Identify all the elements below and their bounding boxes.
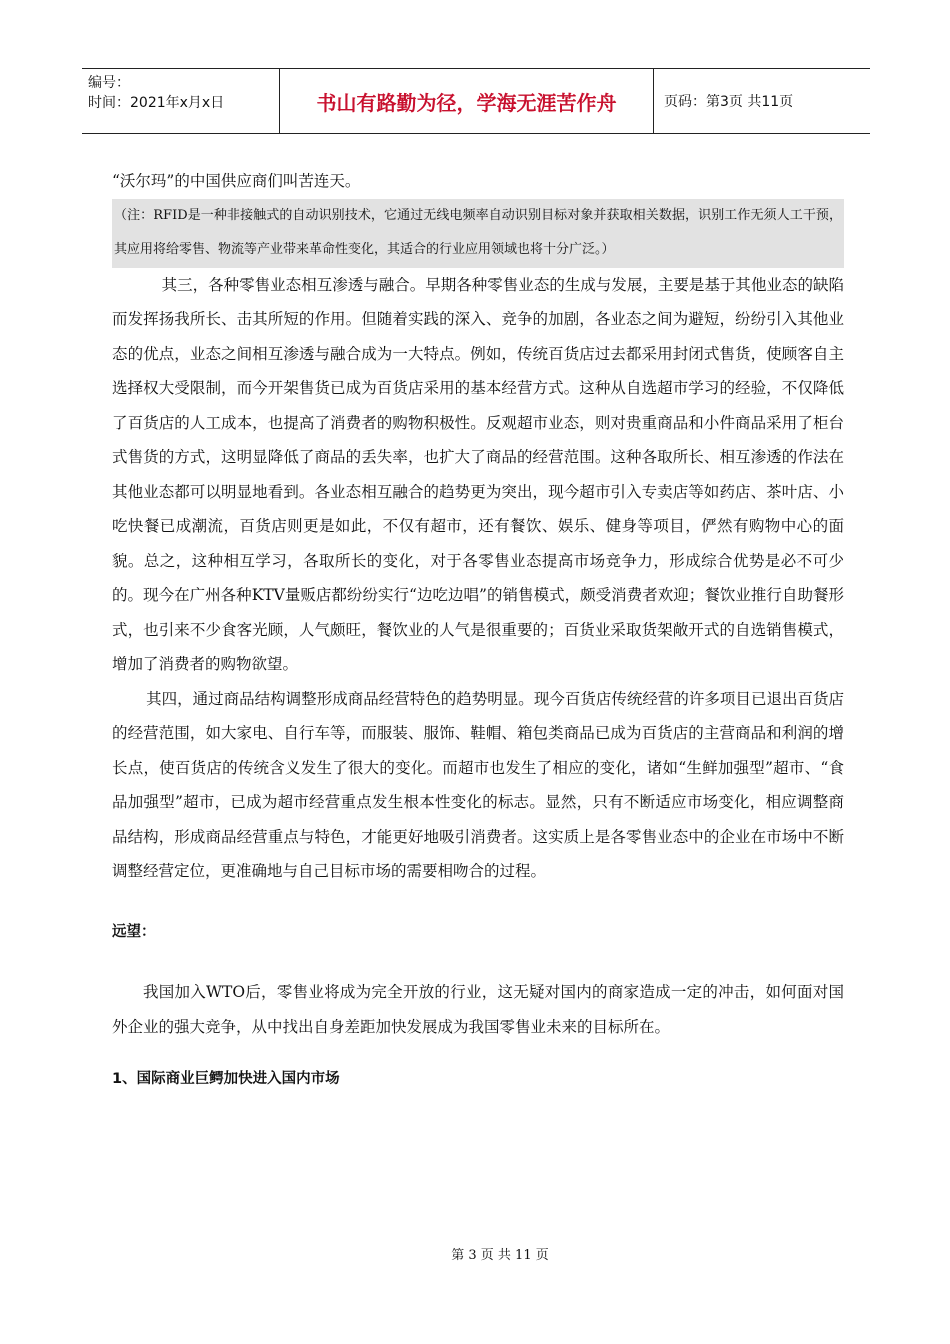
paragraph-fourth: 其四，通过商品结构调整形成商品经营特色的趋势明显。现今百货店传统经营的许多项目已退出百货店的经营范围，如大家电、自行车等，而服装、服饰、鞋帽、箱包类商品已成为百货店的主营商品和利润的增长点，使百货店的传统含义发生了很大的变化。而超市也发生了相应的变化，诸如“生鲜加强型”超市、“食品加强型”超市，已成为超市经营重点发生根本性变化的标志。显然，只有不断适应市场变化，相应调整商品结构，形成商品经营重点与特色，才能更好地吸引消费者。这实质上是各零售业态中的企业在市场中不断调整经营定位，更准确地与自己目标市场的需要相吻合的过程。 (112, 689, 844, 880)
paragraph-third: 其三，各种零售业态相互渗透与融合。早期各种零售业态的生成与发展，主要是基于其他业态的缺陷而发挥扬我所长、击其所短的作用。但随着实践的深入、竞争的加剧，各业态之间为避短，纷纷引入其他业态的优点，业态之间相互渗透与融合成为一大特点。例如，传统百货店过去都采用封闭式售货，使顾客自主选择权大受限制，而今开架售货已成为百货店采用的基本经营方式。这种从自选超市学习的经验，不仅降低了百货店的人工成本，也提高了消费者的购物积极性。反观超市业态，则对贵重商品和小件商品采用了柜台式售货的方式，这明显降低了商品的丢失率，也扩大了商品的经营范围。这种各取所长、相互渗透的作法在其他业态都可以明显地看到。各业态相互融合的趋势更为突出，现今超市引入专卖店等如药店、茶叶店、小吃快餐已成潮流，百货店则更是如此，不仅有超市，还有餐饮、娱乐、健身等项目，俨然有购物中心的面貌。总之，这种相互学习，各取所长的变化，对于各零售业态提高市场竞争力，形成综合优势是必不可少的。现今在广州各种KTV量贩店都纷纷实行“边吃边唱”的销售模式，颇受消费者欢迎；餐饮业推行自助餐形式，也引来不少食客光顾，人气颇旺，餐饮业的人气是很重要的；百货业采取货架敞开式的自选销售模式，增加了消费者的购物欲望。 (112, 275, 844, 673)
header-page-info: 页码：第3页 共11页 (664, 94, 794, 110)
document-body (112, 164, 844, 1097)
paragraph-outlook: 我国加入WTO后，零售业将成为完全开放的行业，这无疑对国内的商家造成一定的冲击，如何面对国外企业的强大竞争，从中找出自身差距加快发展成为我国零售业未来的目标所在。 (112, 983, 844, 1036)
header-meta (82, 69, 280, 133)
page-footer: 第 3 页 共 11 页 (451, 1248, 549, 1263)
heading-section-1: 1、国际商业巨鳄加快进入国内市场 (112, 1071, 340, 1087)
page-header (82, 68, 870, 134)
header-motto: 书山有路勤为径，学海无涯苦作舟 (280, 69, 654, 133)
heading-outlook: 远望： (112, 923, 156, 940)
document-time-label: 时间：2021年x月x日 (88, 95, 225, 111)
rfid-note: （注：RFID是一种非接触式的自动识别技术，它通过无线电频率自动识别目标对象并获取相关数据，识别工作无须人工干预，其应用将给零售、物流等产业带来革命性变化，其适合的行业应用领域也将十分广泛。） (112, 199, 844, 268)
document-number-label: 编号： (88, 75, 130, 91)
continued-line: “沃尔玛”的中国供应商们叫苦连天。 (112, 172, 361, 190)
